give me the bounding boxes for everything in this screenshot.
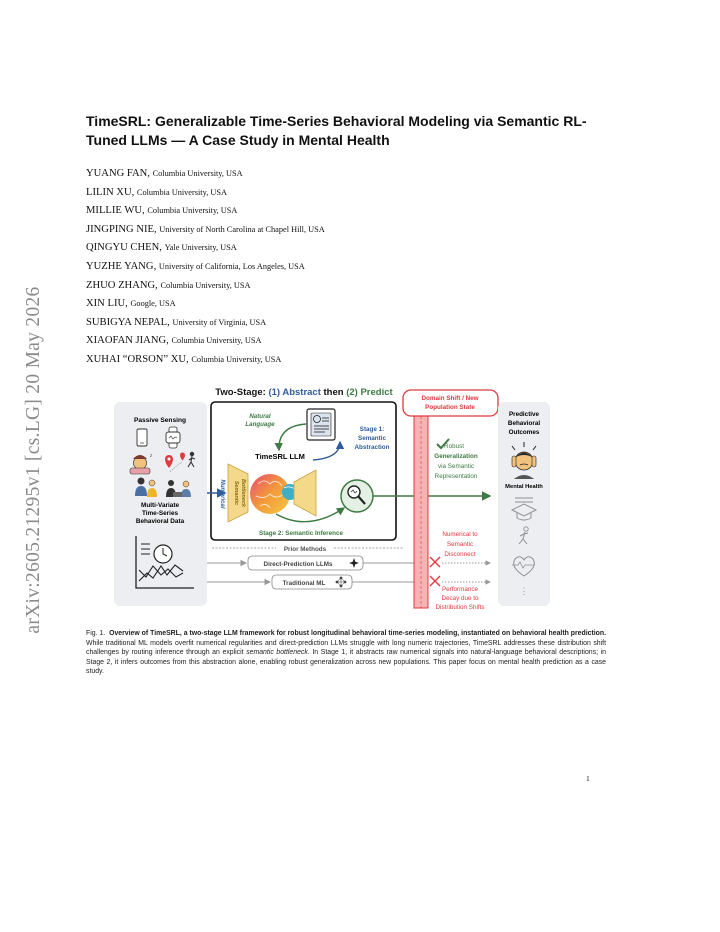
domain-shift-label-2: Population State xyxy=(425,404,475,411)
input-label-1: Multi-Variate xyxy=(141,502,179,509)
fail-cross-icon-2 xyxy=(430,576,440,586)
bottleneck-label-1: Semantic xyxy=(233,480,239,506)
document-icon xyxy=(307,409,335,440)
stage1-label-3: Abstraction xyxy=(354,444,390,451)
robust-label-2: Generalization xyxy=(434,453,478,460)
input-label-3: Behavioral Data xyxy=(135,518,185,525)
author-line: MILLIE WU, Columbia University, USA xyxy=(86,205,238,217)
prior-methods-label: Prior Methods xyxy=(283,546,327,553)
author-line: LILIN XU, Columbia University, USA xyxy=(86,186,227,198)
paper-title: TimeSRL: Generalizable Time-Series Behavioral Modeling via Semantic RL-Tuned LLMs — A Case Study in Mental Health xyxy=(86,113,587,148)
author-line: XIAOFAN JIANG, Columbia University, USA xyxy=(86,335,262,347)
stage1-label-2: Semantic xyxy=(358,435,386,442)
figure-caption: Fig. 1. Overview of TimeSRL, a two-stage LLM framework for robust longitudinal behavioral time-series modeling, instantiated on behavioral health prediction. While traditional ML models overfit numerical regularities and direct-prediction LLMs struggle with long numeric trajectories, TimeSRL addresses these distribution shift challenges by routing inference through an explicit semantic bottleneck. In Stage 1, it abstracts raw numerical signals into natural-language behavioral descriptions; in Stage 2, it infers outcomes from this abstraction alone, enabling robust generalization across new populations. This paper focus on mental health prediction as a case study. xyxy=(86,630,606,676)
author-line: ZHUO ZHANG, Columbia University, USA xyxy=(86,279,251,291)
natural-language-label: Natural xyxy=(249,413,271,420)
author-line: XUHAI “ORSON” XU, Columbia University, USA xyxy=(86,353,282,365)
natural-language-label-2: Language xyxy=(245,421,275,428)
svg-text:z: z xyxy=(150,453,153,458)
decay-label-1: Performance xyxy=(441,586,479,593)
stage1-label-1: Stage 1: xyxy=(359,426,385,433)
author-line: YUZHE YANG, University of California, Los Angeles, USA xyxy=(86,260,305,272)
model-name: TimeSRL LLM xyxy=(255,452,305,461)
stage2-label: Stage 2: Semantic Inference xyxy=(259,530,343,537)
more-outcomes-ellipsis: ⋮ xyxy=(519,586,529,596)
direct-llm-label: Direct-Prediction LLMs xyxy=(263,561,333,568)
domain-shift-callout xyxy=(403,390,498,416)
author-line: YUANG FAN, Columbia University, USA xyxy=(86,168,243,179)
outcomes-label-3: Outcomes xyxy=(508,429,540,436)
figure-header: Two-Stage: (1) Abstract then (2) Predict xyxy=(215,387,393,398)
outcomes-label-1: Predictive xyxy=(508,411,540,418)
semantic-inference-magnifier-icon xyxy=(341,480,373,512)
robust-label-4: Representation xyxy=(434,473,478,480)
fail-cross-icon-1 xyxy=(430,557,440,567)
mental-health-label: Mental Health xyxy=(505,484,543,490)
author-line: JINGPING NIE, University of North Carolina at Chapel Hill, USA xyxy=(86,223,325,235)
outcomes-label-2: Behavioral xyxy=(507,420,541,427)
decay-label-2: Decay due to xyxy=(441,595,479,602)
traditional-ml-label: Traditional ML xyxy=(282,580,326,587)
author-line: XIN LIU, Google, USA xyxy=(86,298,176,310)
domain-shift-label-1: Domain Shift / New xyxy=(421,395,479,402)
disconnect-label-3: Disconnect xyxy=(444,551,476,558)
passive-sensing-label: Passive Sensing xyxy=(133,417,187,424)
decay-label-3: Distribution Shifts xyxy=(435,604,485,611)
page-number: 1 xyxy=(586,774,590,783)
input-label-2: Time-Series xyxy=(141,510,179,517)
author-line: QINGYU CHEN, Yale University, USA xyxy=(86,242,237,254)
disconnect-label-2: Semantic xyxy=(446,541,474,548)
arxiv-stamp: arXiv:2605.21295v1 [cs.LG] 20 May 2026 xyxy=(23,286,44,634)
author-line: SUBIGYA NEPAL, University of Virginia, USA xyxy=(86,316,267,328)
robust-label-1: Robust xyxy=(444,443,464,450)
numerical-label: Numerical xyxy=(219,479,225,509)
author-list xyxy=(86,165,606,370)
phone-icon xyxy=(137,429,147,446)
bottleneck-label-2: Bottleneck xyxy=(240,478,246,508)
robust-label-3: via Semantic xyxy=(437,463,475,470)
overview-figure xyxy=(108,384,610,614)
disconnect-label-1: Numerical to xyxy=(442,531,478,538)
